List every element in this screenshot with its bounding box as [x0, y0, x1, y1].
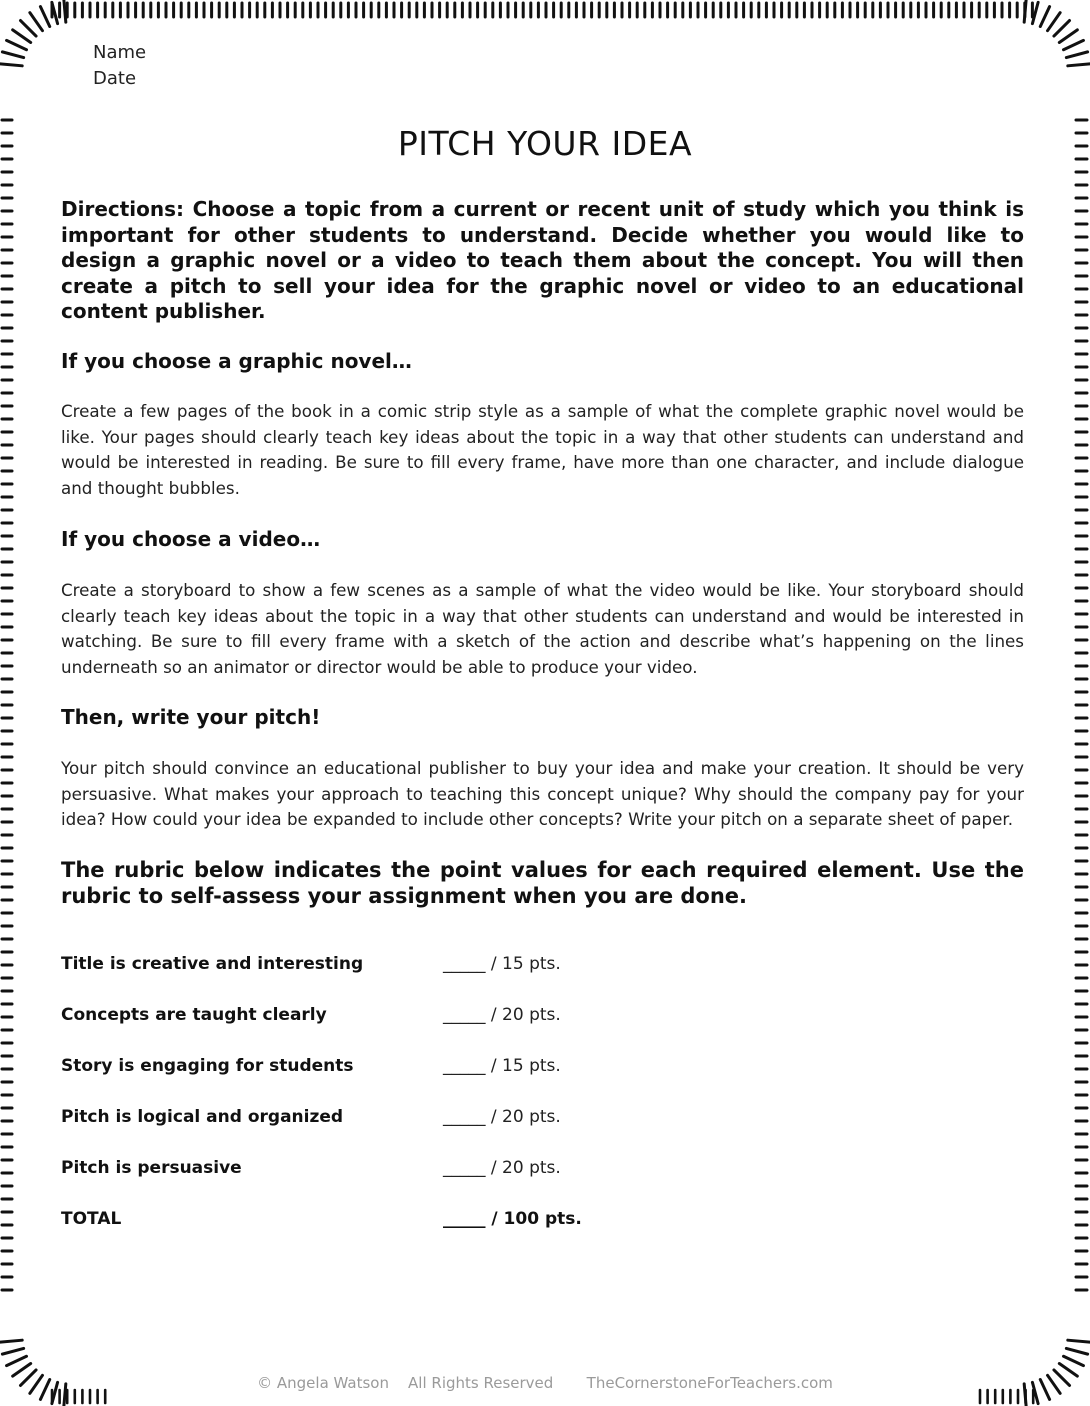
video-heading: If you choose a video… [61, 527, 321, 551]
rubric-criterion: Concepts are taught clearly [61, 1005, 327, 1025]
rubric-criterion: Pitch is persuasive [61, 1158, 242, 1178]
rubric-total-label: TOTAL [61, 1209, 122, 1229]
rubric-criterion: Pitch is logical and organized [61, 1107, 344, 1127]
graphic-novel-heading: If you choose a graphic novel… [61, 349, 412, 373]
rubric-criterion: Title is creative and interesting [61, 954, 364, 974]
rubric-points: _____ / 15 pts. [443, 1056, 561, 1076]
rubric-points: _____ / 15 pts. [443, 954, 561, 974]
name-field-label: Name [93, 42, 147, 63]
rubric-points: _____ / 20 pts. [443, 1107, 561, 1127]
video-instructions: Create a storyboard to show a few scenes as a sample of what the video would be like. Your storyboard should clearly teach key ideas about the topic in a way that other students can understand and would be interested in watching. Be sure to fill every frame with a sketch of the action and describe what’s happening on the lines underneath so an animator or director would be able to produce your video. [61, 580, 1024, 678]
graphic-novel-instructions: Create a few pages of the book in a comic strip style as a sample of what the complete graphic novel would be like. Your pages should clearly teach key ideas about the topic in a way that other students can understand and would be interested in reading. Be sure to fill every frame, have more than one character, and include dialogue and thought bubbles. [61, 401, 1024, 499]
rubric-intro: The rubric below indicates the point values for each required element. Use the rubric to self-assess your assignment when you are done. [61, 858, 1024, 908]
pitch-heading: Then, write your pitch! [61, 705, 321, 729]
directions-paragraph: Directions: Choose a topic from a current or recent unit of study which you think is important for other students to understand. Decide whether you would like to design a graphic novel or a video to teach them about the concept. You will then create a pitch to sell your idea for the graphic novel or video to an educational content publisher. [61, 197, 1024, 323]
pitch-instructions: Your pitch should convince an educational publisher to buy your idea and make your creation. It should be very persuasive. What makes your approach to teaching this concept unique? Why should the company pay for your idea? How could your idea be expanded to include other concepts? Write your pitch on a separate sheet of paper. [61, 758, 1024, 830]
date-field-label: Date [93, 68, 137, 89]
rubric-points: _____ / 20 pts. [443, 1005, 561, 1025]
rubric-points: _____ / 20 pts. [443, 1158, 561, 1178]
copyright-footer: © Angela Watson All Rights Reserved TheCornerstoneForTeachers.com [257, 1374, 833, 1392]
rubric-total-points: _____ / 100 pts. [443, 1209, 582, 1229]
rubric-criterion: Story is engaging for students [61, 1056, 354, 1076]
page-title: PITCH YOUR IDEA [397, 124, 693, 163]
